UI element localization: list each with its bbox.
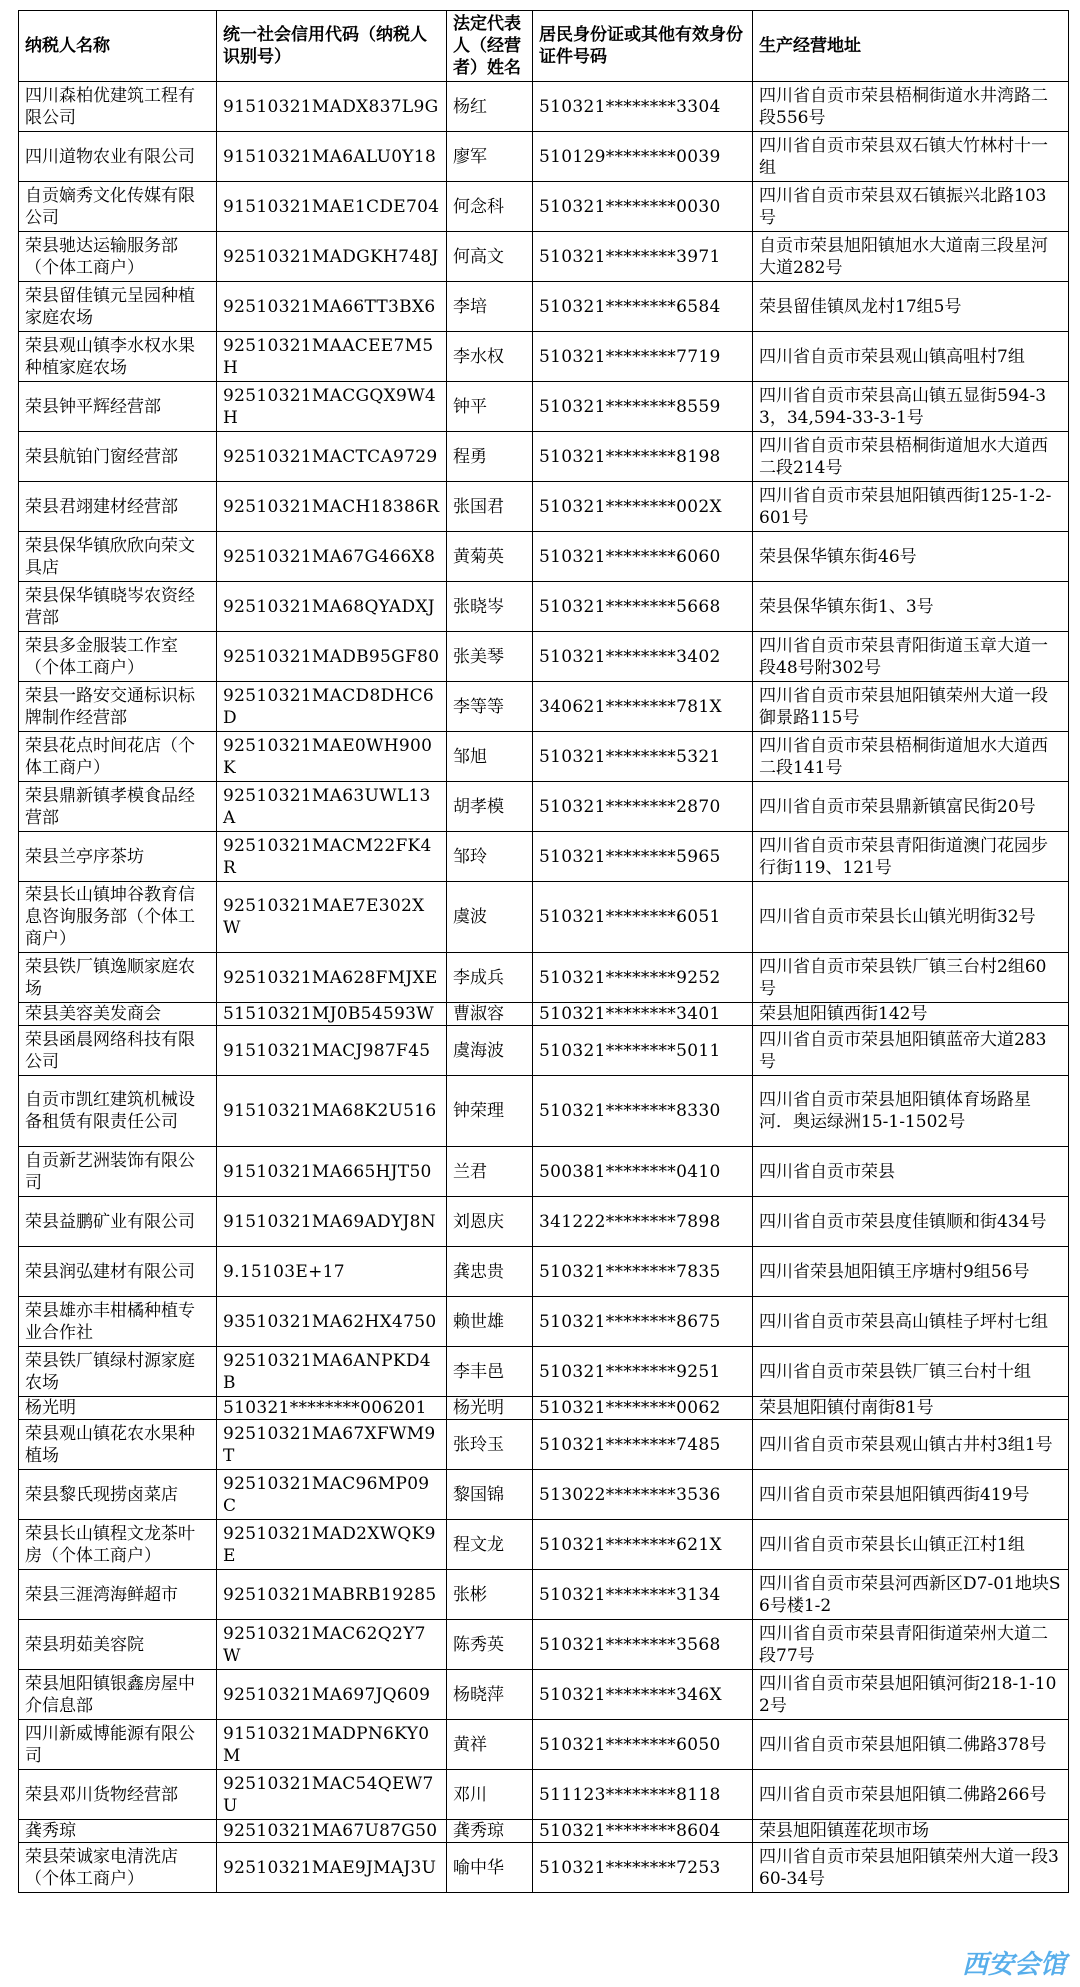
- cell-address: 自贡市荣县旭阳镇旭水大道南三段星河大道282号: [753, 232, 1069, 282]
- cell-id-number: 510321********3971: [533, 232, 753, 282]
- cell-address: 荣县旭阳镇莲花坝市场: [753, 1820, 1069, 1843]
- table-row: [19, 1670, 1069, 1720]
- table-row: [19, 1570, 1069, 1620]
- cell-id-number: 510321********9252: [533, 953, 753, 1003]
- table-row: [19, 632, 1069, 682]
- cell-address: 四川省自贡市荣县观山镇古井村3组1号: [753, 1420, 1069, 1470]
- cell-legal-rep: 杨红: [447, 82, 533, 132]
- table-row: [19, 1770, 1069, 1820]
- header-row: [19, 11, 1069, 82]
- cell-address: 四川省自贡市荣县高山镇五显街594-33，34,594-33-3-1号: [753, 382, 1069, 432]
- table-row: [19, 1247, 1069, 1297]
- cell-legal-rep: 张晓岑: [447, 582, 533, 632]
- header-id-number: 居民身份证或其他有效身份证件号码: [533, 11, 753, 82]
- cell-taxpayer-name: 荣县驰达运输服务部（个体工商户）: [19, 232, 217, 282]
- cell-taxpayer-name: 荣县观山镇李水权水果种植家庭农场: [19, 332, 217, 382]
- cell-taxpayer-name: 荣县多金服装工作室（个体工商户）: [19, 632, 217, 682]
- cell-taxpayer-name: 荣县益鹏矿业有限公司: [19, 1197, 217, 1247]
- cell-address: 四川省自贡市荣县梧桐街道水井湾路二段556号: [753, 82, 1069, 132]
- table-row: [19, 832, 1069, 882]
- cell-credit-code: 92510321MAC54QEW7U: [217, 1770, 447, 1820]
- table-row: [19, 582, 1069, 632]
- cell-taxpayer-name: 荣县保华镇晓岑农资经营部: [19, 582, 217, 632]
- cell-id-number: 510321********3304: [533, 82, 753, 132]
- cell-taxpayer-name: 荣县钟平辉经营部: [19, 382, 217, 432]
- table-row: [19, 382, 1069, 432]
- cell-taxpayer-name: 杨光明: [19, 1397, 217, 1420]
- cell-address: 四川省自贡市荣县梧桐街道旭水大道西二段214号: [753, 432, 1069, 482]
- cell-taxpayer-name: 荣县鼎新镇孝模食品经营部: [19, 782, 217, 832]
- cell-taxpayer-name: 四川道物农业有限公司: [19, 132, 217, 182]
- cell-legal-rep: 廖军: [447, 132, 533, 182]
- table-row: [19, 732, 1069, 782]
- cell-legal-rep: 张国君: [447, 482, 533, 532]
- cell-legal-rep: 钟荣理: [447, 1076, 533, 1147]
- table-row: [19, 1003, 1069, 1026]
- cell-credit-code: 91510321MACJ987F45: [217, 1026, 447, 1076]
- cell-address: 四川省自贡市荣县观山镇高咀村7组: [753, 332, 1069, 382]
- cell-legal-rep: 邹玲: [447, 832, 533, 882]
- cell-credit-code: 92510321MA628FMJXE: [217, 953, 447, 1003]
- cell-address: 四川省自贡市荣县河西新区D7-01地块S6号楼1-2: [753, 1570, 1069, 1620]
- cell-taxpayer-name: 荣县观山镇花农水果种植场: [19, 1420, 217, 1470]
- cell-id-number: 500381********0410: [533, 1147, 753, 1197]
- cell-credit-code: 92510321MA67XFWM9T: [217, 1420, 447, 1470]
- cell-id-number: 510321********5965: [533, 832, 753, 882]
- cell-credit-code: 92510321MA697JQ609: [217, 1670, 447, 1720]
- watermark-logo: 西安会馆: [961, 1950, 1066, 1980]
- cell-id-number: 510321********7719: [533, 332, 753, 382]
- table-row: [19, 882, 1069, 953]
- cell-id-number: 510321********6051: [533, 882, 753, 953]
- cell-address: 荣县保华镇东街1、3号: [753, 582, 1069, 632]
- cell-id-number: 510321********3568: [533, 1620, 753, 1670]
- cell-address: 荣县旭阳镇西街142号: [753, 1003, 1069, 1026]
- cell-credit-code: 92510321MACM22FK4R: [217, 832, 447, 882]
- cell-credit-code: 92510321MAE7E302XW: [217, 882, 447, 953]
- cell-credit-code: 93510321MA62HX4750: [217, 1297, 447, 1347]
- cell-credit-code: 92510321MACGQX9W4H: [217, 382, 447, 432]
- cell-credit-code: 91510321MA6ALU0Y18: [217, 132, 447, 182]
- cell-credit-code: 92510321MAE0WH900K: [217, 732, 447, 782]
- cell-taxpayer-name: 荣县美容美发商会: [19, 1003, 217, 1026]
- cell-credit-code: 92510321MA63UWL13A: [217, 782, 447, 832]
- cell-legal-rep: 虞波: [447, 882, 533, 953]
- cell-taxpayer-name: 四川森柏优建筑工程有限公司: [19, 82, 217, 132]
- table-row: [19, 682, 1069, 732]
- cell-legal-rep: 龚秀琼: [447, 1820, 533, 1843]
- cell-address: 四川省自贡市荣县双石镇大竹林村十一组: [753, 132, 1069, 182]
- cell-address: 四川省自贡市荣县度佳镇顺和街434号: [753, 1197, 1069, 1247]
- cell-legal-rep: 李水权: [447, 332, 533, 382]
- table-row: [19, 1843, 1069, 1893]
- cell-id-number: 341222********7898: [533, 1197, 753, 1247]
- cell-credit-code: 91510321MADX837L9G: [217, 82, 447, 132]
- cell-legal-rep: 程勇: [447, 432, 533, 482]
- cell-taxpayer-name: 自贡市凯红建筑机械设备租赁有限责任公司: [19, 1076, 217, 1147]
- cell-credit-code: 91510321MA68K2U516: [217, 1076, 447, 1147]
- cell-taxpayer-name: 荣县三涯湾海鲜超市: [19, 1570, 217, 1620]
- cell-credit-code: 92510321MACTCA9729: [217, 432, 447, 482]
- cell-taxpayer-name: 荣县铁厂镇绿村源家庭农场: [19, 1347, 217, 1397]
- cell-taxpayer-name: 自贡嫡秀文化传媒有限公司: [19, 182, 217, 232]
- cell-legal-rep: 兰君: [447, 1147, 533, 1197]
- cell-id-number: 510321********7485: [533, 1420, 753, 1470]
- cell-address: 四川省自贡市荣县旭阳镇荣州大道一段360-34号: [753, 1843, 1069, 1893]
- cell-credit-code: 92510321MADB95GF80: [217, 632, 447, 682]
- table-row: [19, 1397, 1069, 1420]
- cell-credit-code: 91510321MA665HJT50: [217, 1147, 447, 1197]
- cell-address: 四川省自贡市荣县旭阳镇体育场路星河．奥运绿洲15-1-1502号: [753, 1076, 1069, 1147]
- cell-address: 四川省自贡市荣县旭阳镇荣州大道一段御景路115号: [753, 682, 1069, 732]
- cell-address: 四川省自贡市荣县青阳街道荣州大道二段77号: [753, 1620, 1069, 1670]
- cell-id-number: 510321********621X: [533, 1520, 753, 1570]
- table-row: [19, 1297, 1069, 1347]
- cell-legal-rep: 杨光明: [447, 1397, 533, 1420]
- cell-legal-rep: 张玲玉: [447, 1420, 533, 1470]
- cell-id-number: 510321********8559: [533, 382, 753, 432]
- cell-legal-rep: 程文龙: [447, 1520, 533, 1570]
- cell-id-number: 510321********8675: [533, 1297, 753, 1347]
- cell-id-number: 510321********8198: [533, 432, 753, 482]
- cell-credit-code: 92510321MA67U87G50: [217, 1820, 447, 1843]
- table-row: [19, 1147, 1069, 1197]
- header-taxpayer-name: 纳税人名称: [19, 11, 217, 82]
- cell-address: 四川省自贡市荣县旭阳镇二佛路266号: [753, 1770, 1069, 1820]
- cell-credit-code: 9.15103E+17: [217, 1247, 447, 1297]
- cell-address: 荣县保华镇东街46号: [753, 532, 1069, 582]
- table-row: [19, 82, 1069, 132]
- cell-credit-code: 92510321MAACEE7M5H: [217, 332, 447, 382]
- cell-legal-rep: 李培: [447, 282, 533, 332]
- cell-id-number: 510321********7253: [533, 1843, 753, 1893]
- cell-id-number: 510321********5668: [533, 582, 753, 632]
- table-body: [19, 82, 1069, 1893]
- cell-legal-rep: 李成兵: [447, 953, 533, 1003]
- table-row: [19, 1347, 1069, 1397]
- cell-id-number: 510321********5321: [533, 732, 753, 782]
- cell-id-number: 510321********7835: [533, 1247, 753, 1297]
- cell-legal-rep: 李丰邑: [447, 1347, 533, 1397]
- cell-legal-rep: 虞海波: [447, 1026, 533, 1076]
- cell-legal-rep: 邹旭: [447, 732, 533, 782]
- table-row: [19, 1026, 1069, 1076]
- cell-id-number: 510321********6050: [533, 1720, 753, 1770]
- cell-legal-rep: 何高文: [447, 232, 533, 282]
- cell-legal-rep: 张美琴: [447, 632, 533, 682]
- cell-taxpayer-name: 荣县铁厂镇逸顺家庭农场: [19, 953, 217, 1003]
- cell-credit-code: 92510321MA68QYADXJ: [217, 582, 447, 632]
- cell-credit-code: 91510321MADPN6KY0M: [217, 1720, 447, 1770]
- table-row: [19, 1720, 1069, 1770]
- cell-legal-rep: 赖世雄: [447, 1297, 533, 1347]
- cell-taxpayer-name: 荣县花点时间花店（个体工商户）: [19, 732, 217, 782]
- cell-credit-code: 92510321MAD2XWQK9E: [217, 1520, 447, 1570]
- cell-id-number: 510321********6060: [533, 532, 753, 582]
- cell-taxpayer-name: 四川新威博能源有限公司: [19, 1720, 217, 1770]
- cell-taxpayer-name: 自贡新艺洲装饰有限公司: [19, 1147, 217, 1197]
- cell-id-number: 510321********3401: [533, 1003, 753, 1026]
- cell-taxpayer-name: 荣县函晨网络科技有限公司: [19, 1026, 217, 1076]
- cell-address: 四川省自贡市荣县旭阳镇蓝帝大道283号: [753, 1026, 1069, 1076]
- cell-taxpayer-name: 荣县润弘建材有限公司: [19, 1247, 217, 1297]
- cell-id-number: 510321********2870: [533, 782, 753, 832]
- table-row: [19, 282, 1069, 332]
- cell-legal-rep: 喻中华: [447, 1843, 533, 1893]
- cell-address: 四川省自贡市荣县铁厂镇三台村2组60号: [753, 953, 1069, 1003]
- table-row: [19, 953, 1069, 1003]
- cell-id-number: 510129********0039: [533, 132, 753, 182]
- cell-taxpayer-name: 荣县玥茹美容院: [19, 1620, 217, 1670]
- cell-address: 荣县旭阳镇付南街81号: [753, 1397, 1069, 1420]
- table-row: [19, 1520, 1069, 1570]
- cell-id-number: 510321********3134: [533, 1570, 753, 1620]
- cell-address: 四川省自贡市荣县铁厂镇三台村十组: [753, 1347, 1069, 1397]
- cell-address: 四川省自贡市荣县梧桐街道旭水大道西二段141号: [753, 732, 1069, 782]
- cell-taxpayer-name: 荣县旭阳镇银鑫房屋中介信息部: [19, 1670, 217, 1720]
- cell-legal-rep: 何念科: [447, 182, 533, 232]
- cell-address: 荣县留佳镇凤龙村17组5号: [753, 282, 1069, 332]
- table-row: [19, 1197, 1069, 1247]
- taxpayer-table: [18, 10, 1069, 1893]
- cell-legal-rep: 钟平: [447, 382, 533, 432]
- cell-address: 四川省自贡市荣县青阳街道玉章大道一段48号附302号: [753, 632, 1069, 682]
- cell-taxpayer-name: 荣县邓川货物经营部: [19, 1770, 217, 1820]
- cell-id-number: 340621********781X: [533, 682, 753, 732]
- header-address: 生产经营地址: [753, 11, 1069, 82]
- table-row: [19, 432, 1069, 482]
- cell-id-number: 510321********346X: [533, 1670, 753, 1720]
- table-row: [19, 782, 1069, 832]
- cell-credit-code: 92510321MA6ANPKD4B: [217, 1347, 447, 1397]
- cell-credit-code: 92510321MAE9JMAJ3U: [217, 1843, 447, 1893]
- cell-id-number: 510321********0062: [533, 1397, 753, 1420]
- header-credit-code: 统一社会信用代码（纳税人识别号）: [217, 11, 447, 82]
- cell-id-number: 510321********0030: [533, 182, 753, 232]
- cell-id-number: 510321********8604: [533, 1820, 753, 1843]
- cell-id-number: 511123********8118: [533, 1770, 753, 1820]
- cell-legal-rep: 黄祥: [447, 1720, 533, 1770]
- cell-credit-code: 92510321MA66TT3BX6: [217, 282, 447, 332]
- cell-legal-rep: 李等等: [447, 682, 533, 732]
- cell-credit-code: 91510321MA69ADYJ8N: [217, 1197, 447, 1247]
- table-row: [19, 1820, 1069, 1843]
- cell-taxpayer-name: 荣县保华镇欣欣向荣文具店: [19, 532, 217, 582]
- table-row: [19, 232, 1069, 282]
- cell-credit-code: 92510321MA67G466X8: [217, 532, 447, 582]
- cell-legal-rep: 杨晓萍: [447, 1670, 533, 1720]
- cell-taxpayer-name: 荣县君翊建材经营部: [19, 482, 217, 532]
- cell-legal-rep: 黎国锦: [447, 1470, 533, 1520]
- cell-address: 四川省自贡市荣县旭阳镇西街125-1-2-601号: [753, 482, 1069, 532]
- table-row: [19, 132, 1069, 182]
- table-row: [19, 1420, 1069, 1470]
- cell-address: 四川省自贡市荣县旭阳镇西街419号: [753, 1470, 1069, 1520]
- cell-taxpayer-name: 荣县黎氏现捞卤菜店: [19, 1470, 217, 1520]
- cell-taxpayer-name: 荣县一路安交通标识标牌制作经营部: [19, 682, 217, 732]
- cell-address: 四川省自贡市荣县旭阳镇河街218-1-102号: [753, 1670, 1069, 1720]
- cell-credit-code: 510321********006201: [217, 1397, 447, 1420]
- cell-legal-rep: 张彬: [447, 1570, 533, 1620]
- cell-credit-code: 92510321MABRB19285: [217, 1570, 447, 1620]
- cell-credit-code: 92510321MAC62Q2Y7W: [217, 1620, 447, 1670]
- cell-id-number: 510321********002X: [533, 482, 753, 532]
- cell-taxpayer-name: 荣县长山镇坤谷教育信息咨询服务部（个体工商户）: [19, 882, 217, 953]
- cell-address: 四川省自贡市荣县双石镇振兴北路103号: [753, 182, 1069, 232]
- cell-legal-rep: 陈秀英: [447, 1620, 533, 1670]
- cell-credit-code: 92510321MADGKH748J: [217, 232, 447, 282]
- cell-address: 四川省自贡市荣县长山镇正江村1组: [753, 1520, 1069, 1570]
- cell-legal-rep: 龚忠贵: [447, 1247, 533, 1297]
- cell-taxpayer-name: 荣县航铂门窗经营部: [19, 432, 217, 482]
- table-row: [19, 182, 1069, 232]
- cell-address: 四川省自贡市荣县高山镇桂子坪村七组: [753, 1297, 1069, 1347]
- table-row: [19, 332, 1069, 382]
- table-row: [19, 1620, 1069, 1670]
- cell-address: 四川省自贡市荣县旭阳镇二佛路378号: [753, 1720, 1069, 1770]
- cell-id-number: 510321********3402: [533, 632, 753, 682]
- cell-credit-code: 91510321MAE1CDE704: [217, 182, 447, 232]
- cell-credit-code: 51510321MJ0B54593W: [217, 1003, 447, 1026]
- cell-id-number: 513022********3536: [533, 1470, 753, 1520]
- cell-address: 四川省自贡市荣县: [753, 1147, 1069, 1197]
- cell-credit-code: 92510321MAC96MP09C: [217, 1470, 447, 1520]
- table-row: [19, 1470, 1069, 1520]
- cell-taxpayer-name: 荣县兰亭序茶坊: [19, 832, 217, 882]
- header-legal-rep: 法定代表人（经营者）姓名: [447, 11, 533, 82]
- cell-id-number: 510321********9251: [533, 1347, 753, 1397]
- cell-legal-rep: 邓川: [447, 1770, 533, 1820]
- cell-id-number: 510321********8330: [533, 1076, 753, 1147]
- table-row: [19, 532, 1069, 582]
- cell-address: 四川省自贡市荣县青阳街道澳门花园步行街119、121号: [753, 832, 1069, 882]
- table-row: [19, 482, 1069, 532]
- cell-id-number: 510321********5011: [533, 1026, 753, 1076]
- cell-credit-code: 92510321MACD8DHC6D: [217, 682, 447, 732]
- cell-legal-rep: 刘恩庆: [447, 1197, 533, 1247]
- cell-taxpayer-name: 龚秀琼: [19, 1820, 217, 1843]
- table-row: [19, 1076, 1069, 1147]
- cell-address: 四川省自贡市荣县鼎新镇富民街20号: [753, 782, 1069, 832]
- cell-legal-rep: 曹淑容: [447, 1003, 533, 1026]
- cell-legal-rep: 胡孝模: [447, 782, 533, 832]
- cell-legal-rep: 黄菊英: [447, 532, 533, 582]
- cell-address: 四川省自贡市荣县长山镇光明街32号: [753, 882, 1069, 953]
- cell-id-number: 510321********6584: [533, 282, 753, 332]
- cell-taxpayer-name: 荣县荣诚家电清洗店（个体工商户）: [19, 1843, 217, 1893]
- cell-taxpayer-name: 荣县长山镇程文龙茶叶房（个体工商户）: [19, 1520, 217, 1570]
- cell-credit-code: 92510321MACH18386R: [217, 482, 447, 532]
- cell-taxpayer-name: 荣县雄亦丰柑橘种植专业合作社: [19, 1297, 217, 1347]
- cell-taxpayer-name: 荣县留佳镇元呈园种植家庭农场: [19, 282, 217, 332]
- cell-address: 四川省荣县旭阳镇王序塘村9组56号: [753, 1247, 1069, 1297]
